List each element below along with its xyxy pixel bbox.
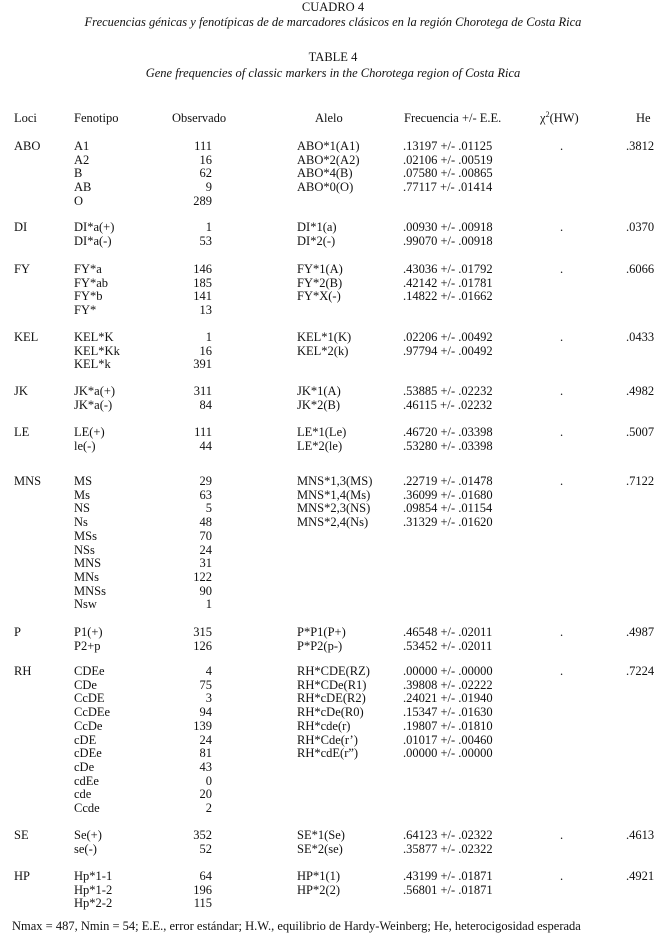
allele-name: JK*1(A) [297,384,341,398]
observed-count: 315 [193,625,212,639]
phenotype-name: MS [74,474,93,488]
locus-label: LE [14,425,30,439]
phenotype-name: P2+p [74,638,101,653]
allele-name: LE*1(Le) [297,425,347,439]
observed-count: 43 [199,759,212,774]
observed-count: 24 [199,732,212,747]
locus-label: P [14,625,21,639]
phenotype-name: cdEe [74,773,99,788]
phenotype-name: A1 [74,139,90,153]
he-value: .0370 [626,220,655,234]
hw-chi-value: . [560,384,564,398]
hw-chi-value: . [560,220,564,234]
allele-frequency: .56801 +/- .01871 [403,882,493,897]
phenotype-name: FY*b [74,289,103,304]
allele-frequency: .01017 +/- .00460 [403,732,493,747]
observed-count: 16 [199,152,212,167]
allele-frequency: .24021 +/- .01940 [403,691,493,706]
allele-frequency: .97794 +/- .00492 [403,343,493,358]
phenotype-name: Hp*1-1 [74,869,113,883]
observed-count: 1 [205,330,212,344]
phenotype-name: Ccde [74,801,100,815]
phenotype-name: CDe [74,677,97,692]
allele-frequency: .07580 +/- .00865 [403,166,493,181]
allele-name: LE*2(le) [297,438,343,453]
allele-frequency: .77117 +/- .01414 [403,180,493,195]
allele-frequency: .36099 +/- .01680 [403,487,493,502]
phenotype-name: Hp*1-2 [74,882,113,897]
phenotype-name: KEL*Kk [74,343,120,358]
allele-frequency: .35877 +/- .02322 [403,841,493,856]
allele-frequency: .43199 +/- .01871 [403,869,493,883]
hw-chi-value: . [560,474,564,488]
phenotype-name: AB [74,180,92,195]
allele-name: RH*cdE(r”) [297,746,359,761]
phenotype-name: Hp*2-2 [74,896,113,911]
hw-chi-value: . [560,262,564,276]
he-value: .7122 [626,474,655,488]
locus-label: KEL [14,330,39,344]
phenotype-name: DI*a(+) [74,220,115,234]
cuadro-label: CUADRO 4 [301,0,365,14]
phenotype-name: B [74,166,83,181]
allele-name: RH*cDe(R0) [297,705,364,720]
hw-chi-value: . [560,869,564,883]
hw-chi-value: . [560,828,564,842]
he-value: .4613 [626,828,655,842]
cuadro-title: Frecuencias génicas y fenotípicas de de marcadores clásicos en la región Chorotega de Costa Rica [84,15,582,29]
phenotype-name: FY*a [74,262,102,276]
allele-name: RH*CDe(R1) [297,677,367,692]
allele-name: MNS*1,3(MS) [297,474,373,488]
locus-label: RH [14,664,32,678]
hw-chi-value: . [560,330,564,344]
phenotype-name: cde [74,787,92,802]
table-label: TABLE 4 [308,50,358,64]
phenotype-name: cDE [74,732,97,747]
footnote: Nmax = 487, Nmin = 54; E.E., error estándar; H.W., equilibrio de Hardy-Weinberg; He, heterocigosidad esperada [12,919,581,933]
allele-name: P*P1(P+) [297,625,346,639]
observed-count: 115 [193,896,212,911]
phenotype-name: JK*a(-) [74,397,113,412]
allele-frequency: .19807 +/- .01810 [403,718,493,733]
allele-frequency: .00930 +/- .00918 [403,220,493,234]
observed-count: 90 [199,583,212,598]
allele-frequency: .14822 +/- .01662 [403,289,493,304]
allele-name: HP*2(2) [297,882,341,897]
chi-suffix: (HW) [549,111,579,125]
hw-chi-value: . [560,425,564,439]
allele-name: FY*2(B) [297,275,343,290]
allele-name: SE*2(se) [297,841,343,856]
observed-count: 81 [199,746,212,761]
phenotype-name: MSs [74,528,97,543]
observed-count: 1 [205,220,212,234]
observed-count: 391 [193,357,212,372]
phenotype-name: Nsw [74,597,97,612]
observed-count: 122 [193,569,212,584]
allele-frequency: .00000 +/- .00000 [403,664,493,678]
observed-count: 24 [199,542,212,557]
observed-count: 352 [193,828,212,842]
he-value: .4982 [626,384,655,398]
allele-name: MNS*2,4(Ns) [297,515,369,530]
phenotype-name: se(-) [74,841,97,856]
header-loci: Loci [14,111,37,125]
allele-name: RH*Cde(r’) [297,732,358,747]
he-value: .4921 [626,869,655,883]
observed-count: 111 [194,425,212,439]
allele-frequency: .43036 +/- .01792 [403,262,493,276]
phenotype-name: MNS [74,556,102,571]
allele-name: HP*1(1) [297,869,341,883]
allele-frequency: .00000 +/- .00000 [403,746,493,761]
allele-name: KEL*2(k) [297,343,349,358]
he-value: .0433 [626,330,655,344]
observed-count: 84 [199,397,212,412]
observed-count: 44 [199,438,212,453]
observed-count: 29 [199,474,212,488]
phenotype-name: O [74,193,84,208]
phenotype-name: KEL*k [74,357,111,372]
observed-count: 1 [205,597,212,612]
observed-count: 146 [193,262,212,276]
observed-count: 9 [205,180,212,195]
phenotype-name: cDe [74,759,95,774]
phenotype-name: CcDe [74,718,103,733]
phenotype-name: JK*a(+) [74,384,116,398]
allele-name: JK*2(B) [297,397,341,412]
table-title: Gene frequencies of classic markers in the Chorotega region of Costa Rica [145,66,521,80]
allele-name: ABO*1(A1) [297,139,360,153]
he-value: .7224 [626,664,655,678]
header-alelo: Alelo [315,111,343,125]
allele-name: ABO*2(A2) [297,152,360,167]
allele-frequency: .99070 +/- .00918 [403,233,493,248]
observed-count: 185 [193,275,212,290]
locus-label: DI [14,220,28,234]
observed-count: 52 [199,841,212,856]
observed-count: 75 [199,677,212,692]
allele-name: SE*1(Se) [297,828,345,842]
allele-name: FY*1(A) [297,262,343,276]
hw-chi-value: . [560,625,564,639]
allele-frequency: .53280 +/- .03398 [403,438,493,453]
hw-chi-value: . [560,664,564,678]
allele-frequency: .39808 +/- .02222 [403,677,493,692]
observed-count: 63 [199,487,212,502]
allele-frequency: .09854 +/- .01154 [403,501,493,516]
phenotype-name: Se(+) [74,828,102,842]
observed-count: 53 [199,233,212,248]
he-value: .4987 [626,625,655,639]
observed-count: 196 [193,882,212,897]
locus-label: JK [14,384,28,398]
observed-count: 4 [205,664,212,678]
observed-count: 13 [199,303,212,318]
allele-frequency: .46115 +/- .02232 [403,397,493,412]
allele-name: RH*cde(r) [297,718,351,733]
allele-frequency: .22719 +/- .01478 [403,474,493,488]
phenotype-name: NSs [74,542,95,557]
he-value: .5007 [626,425,655,439]
allele-name: DI*1(a) [297,220,337,234]
phenotype-name: MNSs [74,583,106,598]
phenotype-name: P1(+) [74,625,103,639]
observed-count: 141 [193,289,212,304]
allele-frequency: .53885 +/- .02232 [403,384,493,398]
observed-count: 62 [199,166,212,181]
allele-frequency: .02206 +/- .00492 [403,330,493,344]
observed-count: 20 [199,787,212,802]
observed-count: 5 [205,501,212,516]
allele-name: ABO*0(O) [297,180,354,195]
phenotype-name: cDEe [74,746,102,761]
phenotype-name: CcDEe [74,705,111,720]
allele-name: ABO*4(B) [297,166,353,181]
phenotype-name: le(-) [74,438,96,453]
observed-count: 3 [205,691,212,706]
observed-count: 139 [193,718,212,733]
locus-label: ABO [14,139,41,153]
observed-count: 2 [205,801,212,815]
header-frecuencia: Frecuencia +/- E.E. [404,111,502,125]
phenotype-name: Ms [74,487,90,502]
phenotype-name: MNs [74,569,100,584]
observed-count: 94 [199,705,212,720]
locus-label: HP [14,869,30,883]
observed-count: 31 [199,556,212,571]
allele-name: MNS*1,4(Ms) [297,487,371,502]
header-fenotipo: Fenotipo [74,111,119,125]
observed-count: 111 [194,139,212,153]
observed-count: 126 [193,638,212,653]
allele-frequency: .46720 +/- .03398 [403,425,493,439]
phenotype-name: NS [74,501,90,516]
allele-name: P*P2(p-) [297,638,343,653]
hw-chi-value: . [560,139,564,153]
locus-label: FY [14,262,30,276]
allele-name: RH*CDE(RZ) [297,664,370,678]
phenotype-name: Ns [74,515,88,530]
observed-count: 0 [205,773,212,788]
observed-count: 70 [199,528,212,543]
allele-frequency: .53452 +/- .02011 [403,638,493,653]
observed-count: 16 [199,343,212,358]
allele-frequency: .02106 +/- .00519 [403,152,493,167]
phenotype-name: CDEe [74,664,105,678]
phenotype-name: FY*ab [74,275,109,290]
allele-frequency: .46548 +/- .02011 [403,625,493,639]
allele-frequency: .42142 +/- .01781 [403,275,493,290]
he-value: .6066 [626,262,655,276]
phenotype-name: FY* [74,303,97,318]
allele-name: FY*X(-) [297,289,341,304]
phenotype-name: A2 [74,152,90,167]
header-observado: Observado [172,111,227,125]
phenotype-name: KEL*K [74,330,114,344]
allele-name: DI*2(-) [297,233,336,248]
he-value: .3812 [626,139,655,153]
observed-count: 48 [199,515,212,530]
allele-name: MNS*2,3(NS) [297,501,371,516]
phenotype-name: DI*a(-) [74,233,112,248]
allele-frequency: .64123 +/- .02322 [403,828,493,842]
allele-name: RH*cDE(R2) [297,691,366,706]
phenotype-name: LE(+) [74,425,105,439]
observed-count: 64 [199,869,212,883]
phenotype-name: CcDE [74,691,105,706]
allele-frequency: .31329 +/- .01620 [403,515,493,530]
allele-name: KEL*1(K) [297,330,352,344]
chi-superscript: 2 [545,109,550,119]
locus-label: SE [14,828,29,842]
observed-count: 311 [193,384,212,398]
header-he: He [636,111,651,125]
allele-frequency: .15347 +/- .01630 [403,705,493,720]
allele-frequency: .13197 +/- .01125 [403,139,493,153]
locus-label: MNS [14,474,42,488]
chi-symbol: χ [540,111,546,125]
observed-count: 289 [193,193,212,208]
